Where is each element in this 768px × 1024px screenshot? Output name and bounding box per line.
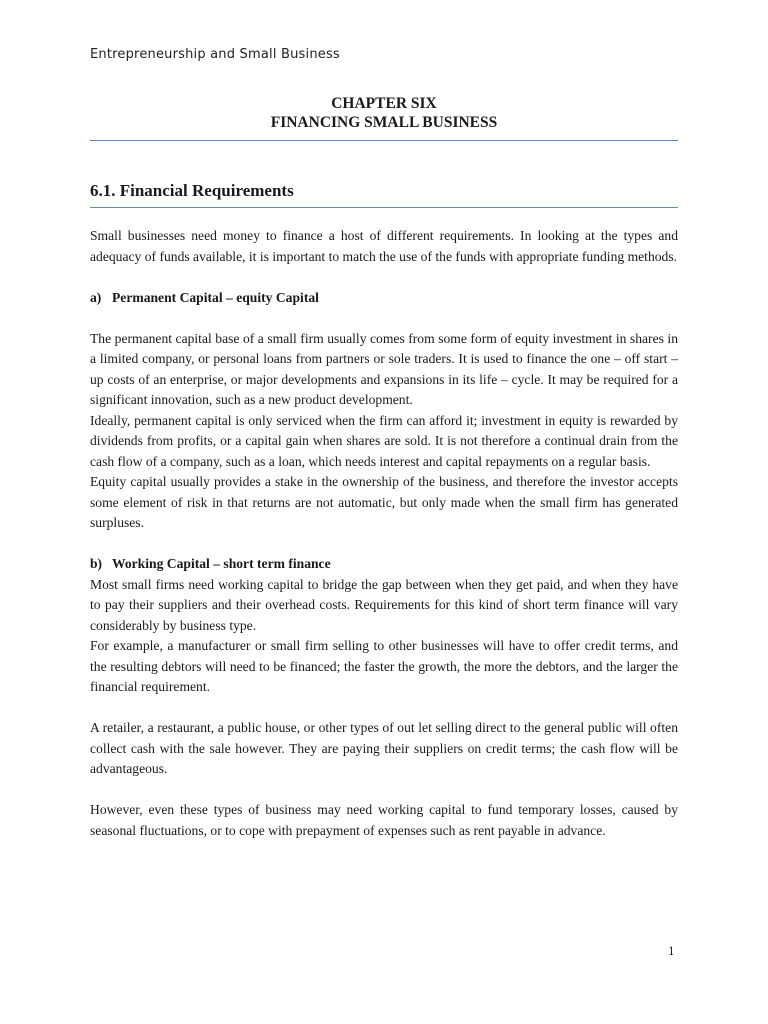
section-heading: 6.1. Financial Requirements: [90, 181, 294, 200]
paragraph: For example, a manufacturer or small firm selling to other businesses will have to offer credit terms, and the resulting debtors will need to be financed; the faster the growth, the more the debtors, and the larger the financial requirement.: [90, 638, 678, 694]
subheading-working-capital: [90, 554, 678, 575]
intro-paragraph: Small businesses need money to finance a host of different requirements. In looking at the types and adequacy of funds available, it is important to match the use of the funds with appropriate funding methods.: [90, 228, 678, 264]
subheading-marker: a): [90, 289, 102, 305]
running-header: Entrepreneurship and Small Business: [90, 47, 340, 62]
body-text: [90, 226, 678, 841]
paragraph: However, even these types of business may need working capital to fund temporary losses, caused by seasonal fluctuations, or to cope with prepayment of expenses such as rent payable in advance.: [90, 802, 678, 838]
chapter-label: CHAPTER SIX: [331, 95, 437, 112]
subheading-permanent-capital: [90, 288, 678, 309]
chapter-title: FINANCING SMALL BUSINESS: [270, 114, 498, 131]
chapter-divider: [90, 140, 678, 141]
paragraph: The permanent capital base of a small firm usually comes from some form of equity investment in shares in a limited company, or personal loans from partners or sole traders. It is used to finance the one – off start – up costs of an enterprise, or major developments and expansions in its life – cycle. It may be required for a significant innovation, such as a new product development.: [90, 330, 678, 407]
subheading-marker: b): [90, 556, 103, 571]
subheading-text: Permanent Capital – equity Capital: [112, 289, 319, 305]
paragraph: Ideally, permanent capital is only serviced when the firm can afford it; investment in equity is rewarded by dividends from profits, or a capital gain when shares are sold. It is not therefore a continual drain from the cash flow of a company, such as a loan, which needs interest and capital repayments on a regular basis.: [90, 412, 678, 469]
paragraph: A retailer, a restaurant, a public house, or other types of out let selling direct to the general public will often collect cash with the sale however. They are paying their suppliers on credit terms; the cash flow will be advantageous.: [90, 720, 678, 776]
subheading-text: Working Capital – short term finance: [112, 556, 331, 571]
section-divider: [90, 207, 678, 208]
paragraph: Equity capital usually provides a stake in the ownership of the business, and therefore the investor accepts some element of risk in that returns are not automatic, but only made when the small firm has generated surpluses.: [90, 474, 678, 530]
page-number: 1: [668, 943, 675, 958]
chapter-heading: [90, 94, 678, 132]
paragraph: Most small firms need working capital to bridge the gap between when they get paid, and when they have to pay their suppliers and their overhead costs. Requirements for this kind of short term finance will vary considerably by business type.: [90, 576, 678, 633]
